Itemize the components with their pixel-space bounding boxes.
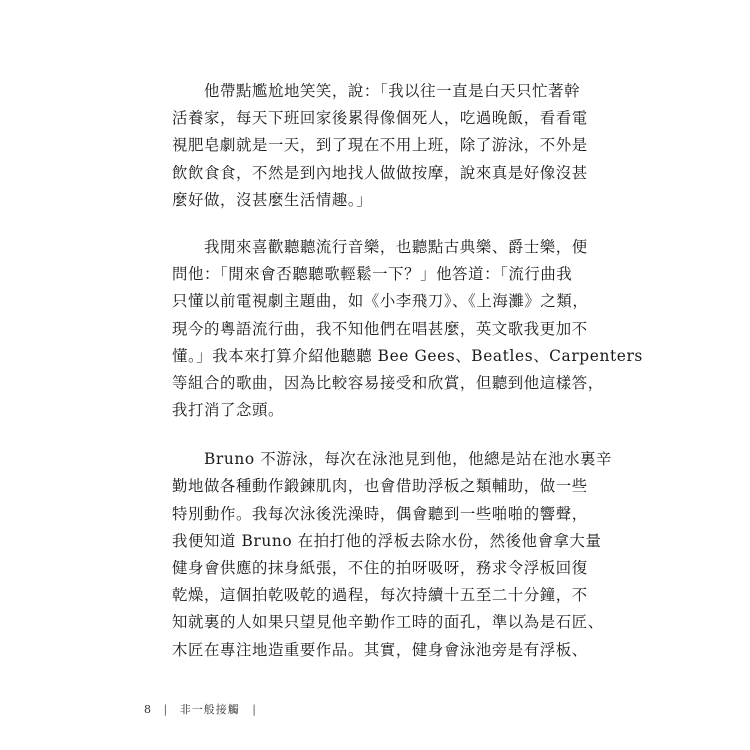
text-line: 麼好做，沒甚麼生活情趣。」: [172, 190, 373, 209]
text-line: 現今的粵語流行曲，我不知他們在唱甚麼，英文歌我更加不: [172, 319, 588, 338]
text-line: 我便知道 Bruno 在拍打他的浮板去除水份，然後他會拿大量: [172, 531, 602, 550]
text-line: 勤地做各種動作鍛鍊肌肉，也會借助浮板之類輔助，做一些: [172, 477, 588, 496]
page-footer: [144, 703, 265, 717]
text-line: 只懂以前電視劇主題曲，如《小李飛刀》、《上海灘》之類，: [172, 292, 589, 311]
paragraph-1: [172, 78, 588, 214]
text-line: 知就裏的人如果只望見他辛勤作工時的面孔，準以為是石匠、: [172, 613, 604, 632]
text-line: 他帶點尷尬地笑笑，說：「我以往一直是白天只忙著幹: [204, 82, 581, 100]
footer-separator: |: [252, 703, 256, 716]
page-number: 8: [144, 703, 151, 716]
footer-separator: |: [163, 703, 168, 716]
text-line: 活養家，每天下班回家後累得像個死人，吃過晚飯，看看電: [172, 109, 588, 128]
text-line: 視肥皂劇就是一天，到了現在不用上班，除了游泳，不外是: [172, 136, 588, 155]
running-title: 非一般接觸: [179, 703, 240, 716]
paragraph-2: [172, 234, 643, 424]
text-line: 木匠在專注地造重要作品。其實，健身會泳池旁是有浮板、: [172, 640, 588, 659]
text-line: 乾燥，這個拍乾吸乾的過程，每次持續十五至二十分鐘，不: [172, 586, 588, 605]
body-text: [172, 78, 643, 664]
text-line: 我打消了念頭。: [172, 401, 284, 420]
text-line: 特別動作。我每次泳後洗澡時，偶會聽到一些啪啪的響聲，: [172, 504, 588, 523]
text-line: 等組合的歌曲，因為比較容易接受和欣賞，但聽到他這樣答，: [172, 373, 604, 392]
text-line: Bruno 不游泳，每次在泳池見到他，他總是站在池水裏辛: [204, 450, 613, 469]
text-line: 懂。」我本來打算介紹他聽聽 Bee Gees、Beatles、Carpenters: [172, 346, 643, 365]
paragraph-3: [172, 446, 613, 664]
text-line: 健身會供應的抹身紙張，不住的拍呀吸呀，務求令浮板回復: [172, 559, 588, 577]
text-line: 飲飲食食，不然是到內地找人做做按摩，說來真是好像沒甚: [172, 163, 588, 182]
text-line: 問他：「閒來會否聽聽歌輕鬆一下？」他答道：「流行曲我: [172, 265, 573, 284]
text-line: 我閒來喜歡聽聽流行音樂，也聽點古典樂、爵士樂，便: [204, 237, 588, 256]
